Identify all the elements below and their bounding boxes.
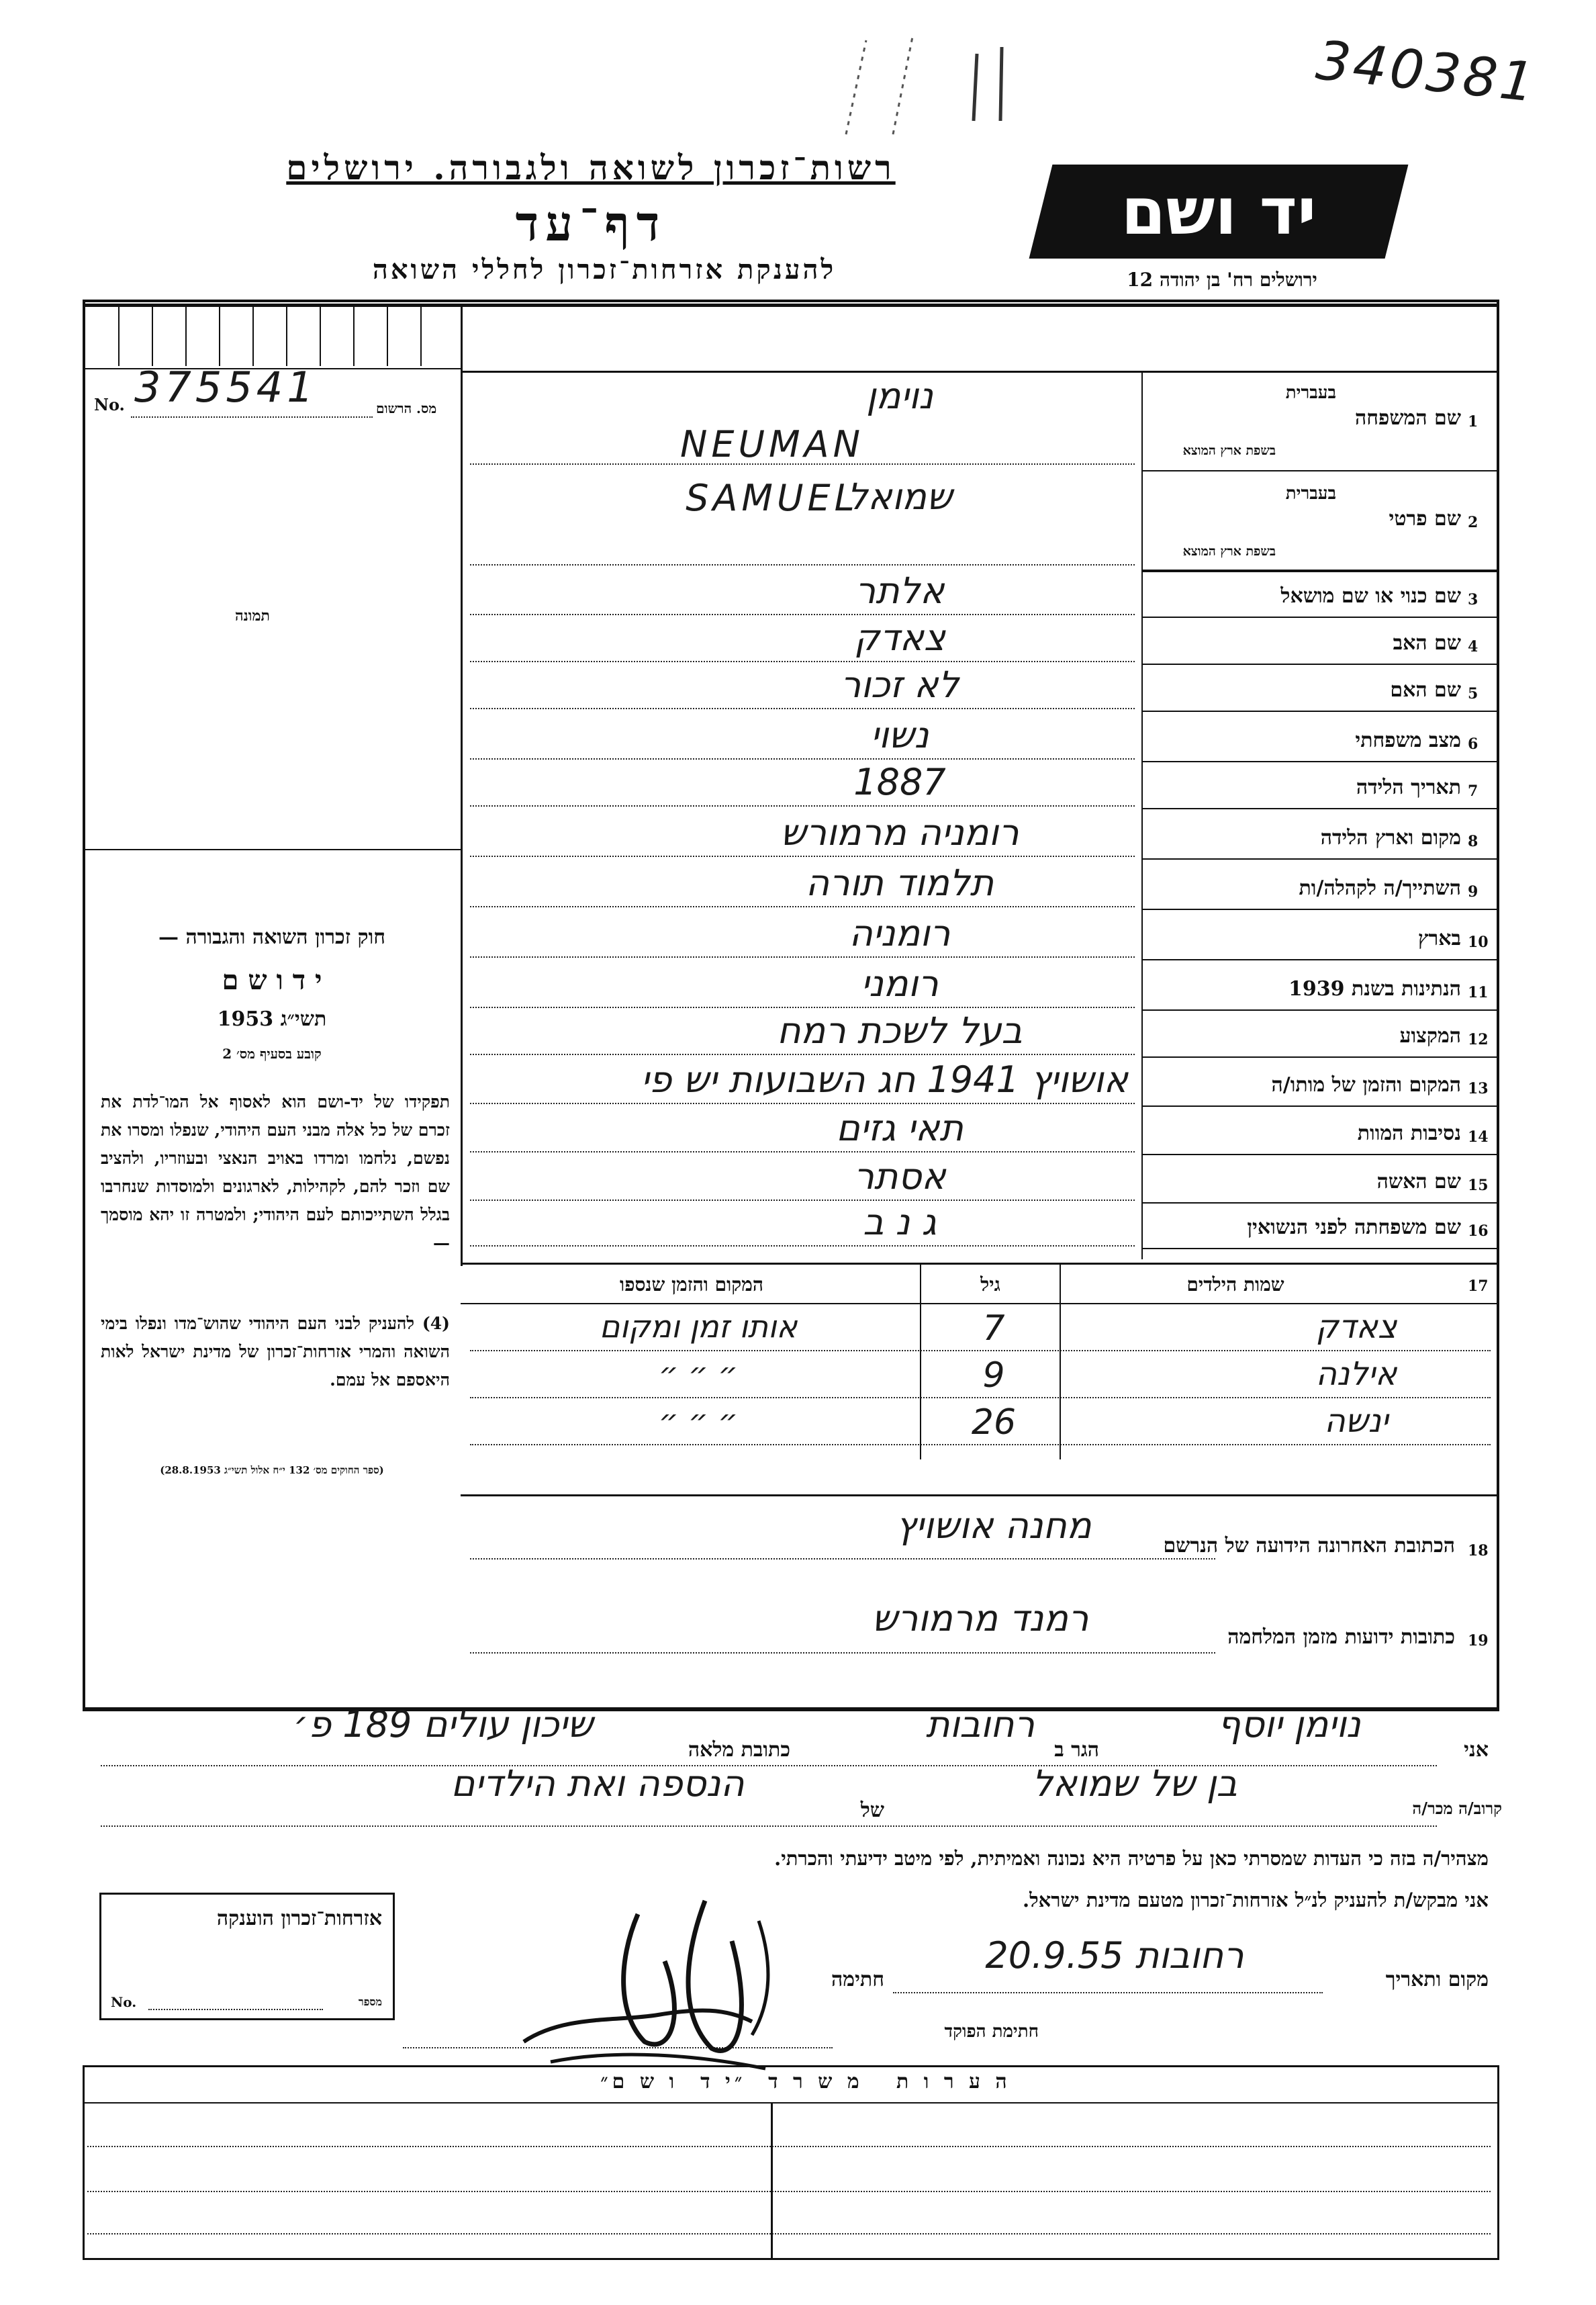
field-11-number: 11 [1468, 984, 1489, 1001]
granted-box-no-label: No. [111, 1994, 137, 2010]
law-title: חוק זכרון השואה והגבורה — [158, 925, 385, 949]
field-16-label: שם משפחתה לפני הנשואין [1247, 1216, 1461, 1239]
header-address: ירושלים רח' בן יהודה 12 [1127, 269, 1317, 291]
child-place[interactable]: אותו זמן ומקום [599, 1308, 798, 1345]
field-10-value[interactable]: רומניה [849, 912, 951, 954]
field-1-number: 1 [1468, 413, 1478, 431]
children-header-place: המקום והזמן שנספו [620, 1273, 763, 1296]
photo-label: תמונה [235, 607, 270, 625]
field-9-label: השתייך/ה לקהלה/ות [1299, 876, 1461, 900]
field-8-value[interactable]: רומניה מרמורש [780, 811, 1019, 854]
field-4-label: שם האב [1393, 631, 1461, 655]
authority-title: רשות־זכרון לשואה ולגבורה. ירושלים [286, 148, 896, 187]
field-6-label: מצב משפחתי [1355, 729, 1461, 752]
yad-vashem-logo [1029, 165, 1409, 259]
form-title: דף־עד [515, 195, 667, 252]
field-15-label: שם האשה [1376, 1170, 1461, 1193]
field-12-number: 12 [1468, 1031, 1489, 1048]
field-9-number: 9 [1468, 883, 1478, 901]
field-15-value[interactable]: אסתר [853, 1155, 946, 1197]
field-19-value[interactable]: רמנד מרמורש [872, 1597, 1089, 1639]
field-15-number: 15 [1468, 1177, 1489, 1194]
declarant-relative-label: קרוב/ה מכר/ה [1412, 1799, 1502, 1818]
child-place[interactable]: ״ ״ ״ [658, 1402, 739, 1439]
law-year: תשי״ג 1953 [217, 1007, 327, 1031]
stamp-number: 340381 [1313, 29, 1540, 114]
registration-label: מס. הרשום [376, 400, 437, 416]
declarant-lives-label: הגר ב [1054, 1738, 1099, 1762]
pencil-marks [819, 27, 1021, 141]
field-8-label: מקום וארץ הלידה [1320, 826, 1461, 850]
field-7-value[interactable]: 1887 [853, 761, 946, 803]
field-13-number: 13 [1468, 1080, 1489, 1097]
law-reference: (ספר החוקים מס׳ 132 י״ח אלול תשי״ג 28.8.1953) [160, 1464, 384, 1476]
registration-no-label: No. [94, 395, 125, 414]
children-header-names: שמות הילדים [1186, 1273, 1284, 1296]
field-6-number: 6 [1468, 735, 1478, 753]
officer-signature-label: חתימת הפוקד [944, 2022, 1039, 2042]
place-date-label: מקום ותאריך [1385, 1968, 1489, 1991]
declarant-city[interactable]: רחובות [926, 1703, 1035, 1746]
field-9-value[interactable]: תלמוד תורה [805, 862, 994, 904]
field-5-value[interactable]: לא זכור [840, 664, 959, 706]
granted-box-number-label: מספר [358, 1995, 382, 2008]
law-clause: קובע בסעיף מס׳ 2 [222, 1046, 322, 1062]
field-1-value-origin[interactable]: NEUMAN [680, 423, 864, 465]
place-date-value[interactable]: רחובות 20.9.55 [985, 1934, 1244, 1977]
declarant-of-value[interactable]: הנספה ואת הילדים [451, 1762, 745, 1805]
field-10-number: 10 [1468, 934, 1489, 951]
children-header-age: גיל [980, 1273, 1000, 1296]
declarant-i-label: אני [1464, 1738, 1489, 1762]
field-13-label: המקום והזמן של מותו/ה [1271, 1073, 1461, 1097]
field-2-value-origin[interactable]: SAMUEL [686, 477, 859, 519]
signature-drawing [483, 1881, 833, 2075]
field-7-label: תאריך הלידה [1356, 776, 1461, 799]
law-paragraph-1: תפקידו של יד-ושם הוא לאסוף אל המו־לדת את זכרם של כל אלה מבני העם היהודי, שנפלו ומסרו את נפשם, נלחמו ומרדו באויב הנאצי ובעוזריו, ולהציב שם וזכר להם, לקהילות, לארגונים ולמוסדות שנחרבו בגלל השתייכותם לעם היהודי; ולמטרה זו יהא מוסמך — [101, 1092, 450, 1253]
field-1-note-origin: בשפת ארץ המוצא [1182, 443, 1276, 458]
field-16-number: 16 [1468, 1222, 1489, 1240]
child-name[interactable]: ינשה [1324, 1402, 1389, 1440]
field-4-value[interactable]: צאדק [854, 617, 945, 659]
declarant-name[interactable]: נוימן יוסף [1217, 1703, 1361, 1746]
field-2-number: 2 [1468, 514, 1478, 531]
field-14-label: נסיבות המוות [1357, 1122, 1461, 1145]
field-14-value[interactable]: תאי גזים [836, 1107, 964, 1149]
field-2-note-hebrew: בעברית [1285, 484, 1336, 504]
child-age[interactable]: 7 [982, 1308, 1005, 1349]
field-8-number: 8 [1468, 833, 1478, 850]
field-5-number: 5 [1468, 685, 1478, 703]
field-2-value[interactable]: שמואל [847, 476, 953, 518]
field-1-value[interactable]: נוימן [866, 375, 933, 417]
field-19-label: כתובות ידועות מזמן המלחמה [1227, 1625, 1455, 1649]
field-13-value[interactable]: אושויץ 1941 חג השבועות יש פי [641, 1058, 1128, 1101]
field-5-label: שם האם [1390, 678, 1461, 702]
field-3-number: 3 [1468, 591, 1478, 608]
field-14-number: 14 [1468, 1128, 1489, 1146]
field-11-label: הנתינות בשנת 1939 [1288, 977, 1461, 1001]
form-subtitle: להענקת אזרחות־זכרון לחללי השואה [372, 254, 837, 285]
registration-number[interactable]: 375541 [134, 363, 318, 412]
field-3-value[interactable]: אלתר [855, 570, 945, 612]
office-notes-title: ה ע ר ו ת מ ש ר ד ״י ד ו ש ם״ [600, 2070, 1011, 2093]
field-18-label: הכתובת האחרונה הידועה של הנרשם [1163, 1534, 1455, 1557]
field-7-number: 7 [1468, 782, 1478, 800]
field-19-number: 19 [1468, 1632, 1489, 1649]
child-age[interactable]: 9 [982, 1355, 1005, 1396]
field-18-value[interactable]: מחנה אושויץ [896, 1504, 1092, 1547]
field-4-number: 4 [1468, 638, 1478, 656]
law-name: י ד ו ש ם [222, 964, 322, 996]
law-paragraph-2: (4) להעניק לבני העם היהודי שהוש־מדו ונפלו בימי השואה והמרי אזרחות־זכרון של מדינת ישראל לאות היאספם אל עמם. [101, 1314, 450, 1390]
field-1-label: שם המשפחה [1354, 406, 1461, 430]
child-name[interactable]: צאדק [1315, 1308, 1397, 1346]
signature-label: חתימה [831, 1968, 884, 1991]
logo-text: יד ושם [1121, 174, 1317, 249]
child-name[interactable]: אילנה [1315, 1355, 1397, 1393]
field-12-value[interactable]: בעל לשכת רמח [777, 1009, 1023, 1052]
child-place[interactable]: ״ ״ ״ [658, 1355, 739, 1392]
field-12-label: המקצוע [1399, 1024, 1461, 1048]
field-2-note-origin: בשפת ארץ המוצא [1182, 544, 1276, 559]
granted-box [99, 1893, 395, 2020]
declaration-text: מצהיר/ה בזה כי העדות שמסרתי כאן על פרטיה היא נכונה ואמיתית, לפי מיטב ידיעתי והכרתי. [774, 1847, 1489, 1870]
notes-frame [83, 2065, 1499, 2260]
child-age[interactable]: 26 [971, 1402, 1017, 1443]
field-6-value[interactable]: נשוי [870, 714, 929, 756]
field-18-number: 18 [1468, 1542, 1489, 1560]
declarant-address-label: כתובת מלאה [688, 1738, 790, 1762]
children-number: 17 [1468, 1277, 1489, 1295]
registration-ticks [85, 306, 461, 366]
field-3-label: שם כנוי או שם מושאל [1280, 584, 1461, 608]
declarant-address[interactable]: שיכון עולים 189 פ׳ [293, 1703, 594, 1746]
request-text: אני מבקש/ת להעניק לנ״ל אזרחות־זכרון מטעם מדינת ישראל. [1023, 1889, 1489, 1911]
granted-box-title: אזרחות־זכרון הוענקה [216, 1907, 382, 1930]
field-16-value[interactable]: ג נ ב [863, 1201, 937, 1243]
field-2-label: שם פרטי [1389, 507, 1461, 531]
field-11-value[interactable]: רומני [861, 962, 939, 1005]
field-1-note-hebrew: בעברית [1285, 383, 1336, 403]
declarant-of-label: של [860, 1799, 884, 1822]
field-10-label: בארץ [1417, 927, 1461, 950]
declarant-relation[interactable]: בן של שמואל [1032, 1762, 1237, 1805]
